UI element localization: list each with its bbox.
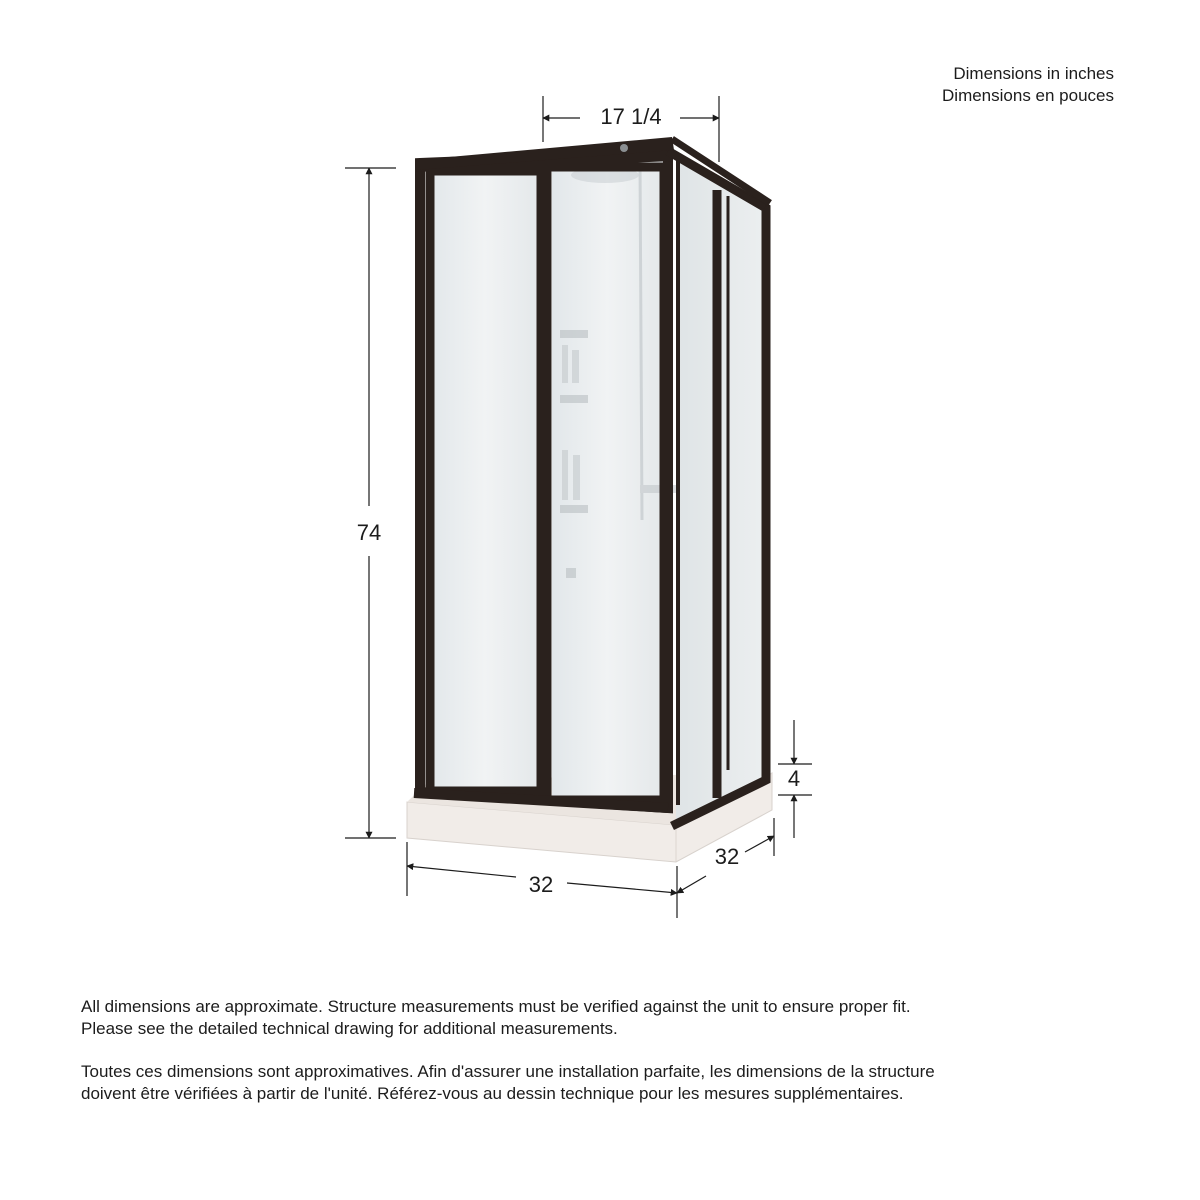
disclaimer-notes: [81, 996, 941, 1126]
dimension-label-base-height: 4: [787, 766, 801, 791]
units-note-english: Dimensions in inches: [953, 64, 1114, 83]
front-left-glass-panel: [429, 168, 541, 792]
front-right-glass-panel: [552, 160, 663, 804]
ceiling-fixture-knob: [620, 144, 628, 152]
disclaimer-french: Toutes ces dimensions sont approximatives. Afin d'assurer une installation parfaite, les dimensions de la structure doivent être vérifiées à partir de l'unité. Référez-vous au dessin technique pour les mesures supplémentaires.: [81, 1062, 935, 1103]
dimension-label-top-depth: 17 1/4: [600, 104, 662, 129]
units-note-french: Dimensions en pouces: [942, 86, 1114, 105]
side-glass-panel: [676, 152, 769, 820]
dimension-label-depth: 32: [714, 844, 740, 869]
dimension-label-height: 74: [356, 520, 382, 545]
disclaimer-english: All dimensions are approximate. Structure measurements must be verified against the unit to ensure proper fit. Please see the detailed technical drawing for additional measurements.: [81, 997, 911, 1038]
dimension-label-width: 32: [528, 872, 554, 897]
dimension-height: [345, 168, 396, 838]
shower-enclosure: [414, 137, 770, 826]
